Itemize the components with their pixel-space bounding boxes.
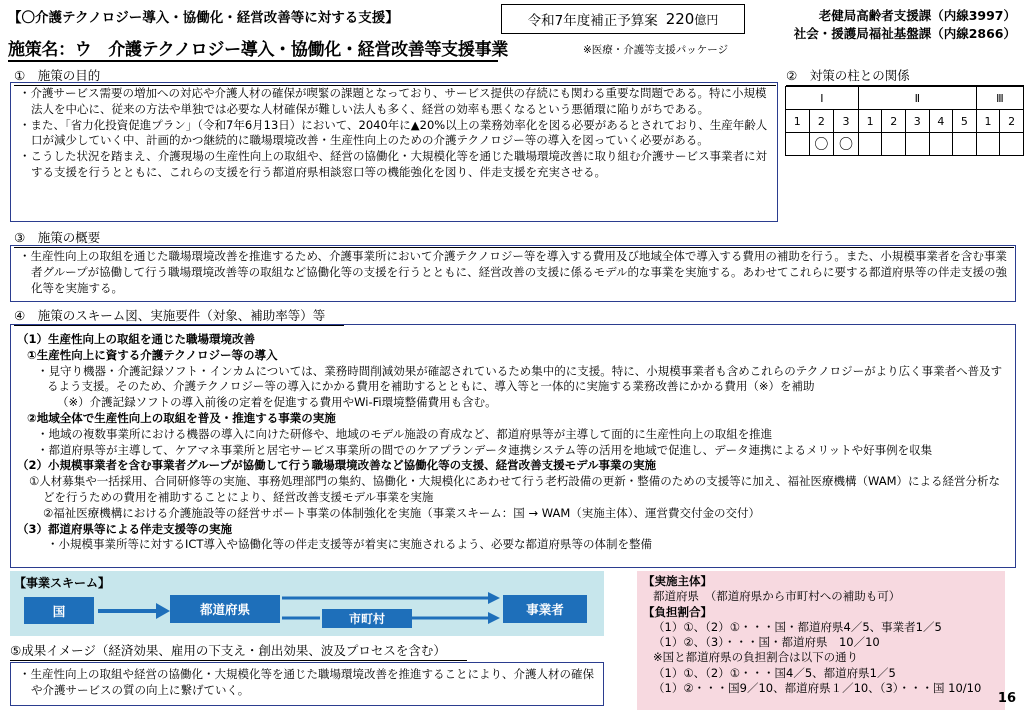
section5-heading: ⑤成果イメージ（経済効果、雇用の下支え・創出効果、波及プロセスを含む） (10, 641, 467, 661)
cost-share-heading: 【負担割合】 (643, 604, 712, 619)
scheme-text-1b-1: ・地域の複数事業所における機器の導入に向けた研修や、地域のモデル施設の育成など、都道府県等が主導して面的に生産性向上の取組を推進 (37, 426, 773, 441)
cost-share-note: ※国と都道府県の負担割合は以下の通り (653, 650, 859, 665)
section3-heading: ③ 施策の概要 (14, 228, 1014, 248)
pillar-number-cell: 5 (953, 110, 977, 133)
implementation-body: 都道府県 （都道府県から市町村への補助も可） (653, 589, 901, 604)
pillar-mark-cell: 〇 (834, 133, 859, 156)
scheme-text-3: ・小規模事業所等に対するICT導入や協働化等の伴走支援等が着実に実施されるよう、必要な都道府県等の体制を整備 (47, 537, 652, 552)
section1-box (10, 82, 778, 222)
scheme-node-business: 事業者 (503, 595, 587, 623)
package-note: ※医療・介護等支援パッケージ (583, 44, 729, 56)
pillar-group-cell: Ⅰ (786, 87, 859, 110)
section5-body: ・生産性向上の取組や経営の協働化・大規模化等を通じた職場環境改善を推進することにより、介護人材の確保や介護サービスの質の向上に繋げていく。 (19, 667, 594, 697)
pillar-group-cell: Ⅲ (976, 87, 1023, 110)
title-underline (8, 60, 498, 62)
pillar-number-cell: 1 (976, 110, 1000, 133)
pillar-number-cell: 3 (834, 110, 859, 133)
scheme-node-national: 国 (24, 597, 94, 624)
section1-paragraph: ・こうした状況を踏まえ、介護現場の生産性向上の取組や、経営の協働化・大規模化等を通じた職場環境改善に取り組む介護サービス事業者に対する支援を行うとともに、これらの支援を行う都道府県相談窓口等の機能強化を図り、伴走支援を充実させる。 (19, 149, 767, 179)
pillar-mark-cell (882, 133, 906, 156)
section1-paragraph: ・また、「省力化投資促進プラン」（令和7年6月13日）において、2040年に▲20%以上の業務効率化を図る必要があるとされており、生産年齢人口が減少していく中、計画的かつ継続的に職場環境改善・生産性向上のための介護テクノロジー等の導入を図っていく必要がある。 (19, 117, 768, 148)
scheme-note-1a: （※）介護記録ソフトの導入前後の定着を促進する費用やWi-Fi環境整備費用も含む。 (57, 395, 497, 410)
department-2: 社会・援護局福祉基盤課（内線2866） (793, 26, 1016, 41)
pillar-group-cell: Ⅱ (858, 87, 976, 110)
scheme-text-2-2: ②福祉医療機構における介護施設等の経営サポート事業の体制強化を実施（事業スキーム：国 → WAM（実施主体）、運営費交付金の交付） (43, 505, 761, 520)
pillar-mark-cell (858, 133, 882, 156)
arrow-municipality-to-business (412, 612, 500, 624)
scheme-heading-2: （2）小規模事業者を含む事業者グループが協働して行う職場環境改善など協働化等の支援、経営改善支援モデル事業の実施 (17, 458, 656, 473)
pillar-mark-cell (953, 133, 977, 156)
budget-label: 令和7年度補正予算案 (527, 13, 658, 29)
section3-box (10, 245, 1016, 302)
section2-heading: ② 対策の柱との関係 (786, 66, 1024, 86)
scheme-node-prefecture: 都道府県 (170, 595, 280, 623)
pillar-group-row (786, 87, 1024, 110)
header-tag: 【〇介護テクノロジー導入・協働化・経営改善等に対する支援】 (8, 10, 399, 26)
pillar-mark-row (786, 133, 1024, 156)
pillar-number-cell: 2 (809, 110, 834, 133)
scheme-subheading-1b: ②地域全体で生産性向上の取組を普及・推進する事業の実施 (27, 410, 336, 425)
scheme-subheading-1a: ①生産性向上に資する介護テクノロジー等の導入 (27, 347, 278, 362)
pillar-mark-cell (786, 133, 810, 156)
pillar-number-cell: 2 (1000, 110, 1024, 133)
scheme-heading-3: （3）都道府県等による伴走支援等の実施 (17, 521, 232, 536)
scheme-text-2-1: ①人材募集や一括採用、合同研修等の実施、事務処理部門の集約、協働化・大規模化にあわせて行う老朽設備の更新・整備のための支援等に加え、福祉医療機構（WAM）による経営分析などを行うための費用を補助することにより、経営改善支援モデル事業を実施 (29, 474, 1001, 504)
section1-heading: ① 施策の目的 (14, 66, 776, 86)
budget-amount: 220 (665, 10, 695, 28)
page-number: 16 (997, 691, 1016, 706)
scheme-text-1b-2: ・都道府県等が主導して、ケアマネ事業所と居宅サービス事業所の間でのケアプランデータ連携システム等の活用を地域で促進し、データ連携によるメリットや好事例を収集 (37, 442, 933, 457)
scheme-heading-1: （1）生産性向上の取組を通じた職場環境改善 (17, 332, 255, 346)
section1-paragraph: ・介護サービス需要の増加への対応や介護人材の確保が喫緊の課題となっており、サービス提供の存続にも関わる重要な問題である。特に小規模法人を中心に、従来の方法や単独では必要な人材確保が難しい法人も多く、経営の効率も悪くなるという悪循環に陥りがちである。 (19, 86, 767, 116)
pillar-number-row (786, 110, 1024, 133)
cost-share-row: （1）②・・・国9／10、都道府県１／10、（3）・・・国 10/10 (653, 681, 982, 696)
pillar-number-cell: 1 (858, 110, 882, 133)
pillar-mark-cell (929, 133, 953, 156)
scheme-text-1a: ・見守り機器・介護記録ソフト・インカムについては、業務時間削減効果が確認されているため集中的に支援。特に、小規模事業者も含めこれらのテクノロジーがより広く事業者へ普及するよう支援。そのため、介護テクノロジー等の導入にかかる費用を補助するとともに、導入等と一体的に実施する業務改善にかかる費用（※）を補助 (37, 363, 1003, 394)
arrow-prefecture-to-business (282, 592, 500, 604)
cost-share-row: （1）②、（3）・・・国・都道府県 10／10 (653, 635, 880, 650)
pillar-mark-cell (905, 133, 929, 156)
pillar-number-cell: 1 (786, 110, 810, 133)
implementation-heading: 【実施主体】 (643, 574, 712, 588)
scheme-label: 【事業スキーム】 (14, 576, 111, 590)
cost-share-row: （1）①、（2）①・・・国4／5、都道府県1／5 (653, 665, 896, 680)
pillar-mark-cell: 〇 (809, 133, 834, 156)
section4-box (10, 324, 1016, 568)
pillar-table (785, 86, 1024, 156)
scheme-node-municipality: 市町村 (322, 609, 412, 628)
section3-body: ・生産性向上の取組を通じた職場環境改善を推進するため、介護事業所において介護テクノロジー等を導入する費用及び地域全体で導入する費用の補助を行う。また、小規模事業者を含む事業者グループが協働して行う職場環境改善等の取組など協働化等の支援を行うとともに、経営改善の支援に係るモデル的な事業を実施する。あわせてこれらに要する都道府県等の伴走支援の強化等を実施する。 (19, 249, 1007, 295)
budget-unit: 億円 (694, 12, 719, 27)
budget-box (501, 4, 745, 34)
page-title: 施策名：ウ 介護テクノロジー導入・協働化・経営改善等支援事業 (8, 40, 508, 60)
arrow-national-to-prefecture (98, 603, 170, 619)
section5-box (10, 662, 604, 706)
cost-share-row: （1）①、（2）①・・・国・都道府県4／5、事業者1／5 (653, 619, 942, 634)
implementation-panel (637, 571, 1005, 710)
pillar-number-cell: 2 (882, 110, 906, 133)
pillar-number-cell: 3 (905, 110, 929, 133)
pillar-mark-cell (1000, 133, 1024, 156)
pillar-number-cell: 4 (929, 110, 953, 133)
section4-heading: ④ 施策のスキーム図、実施要件（対象、補助率等）等 (14, 306, 344, 326)
pillar-mark-cell (976, 133, 1000, 156)
department-1: 老健局高齢者支援課（内線3997） (818, 8, 1016, 23)
